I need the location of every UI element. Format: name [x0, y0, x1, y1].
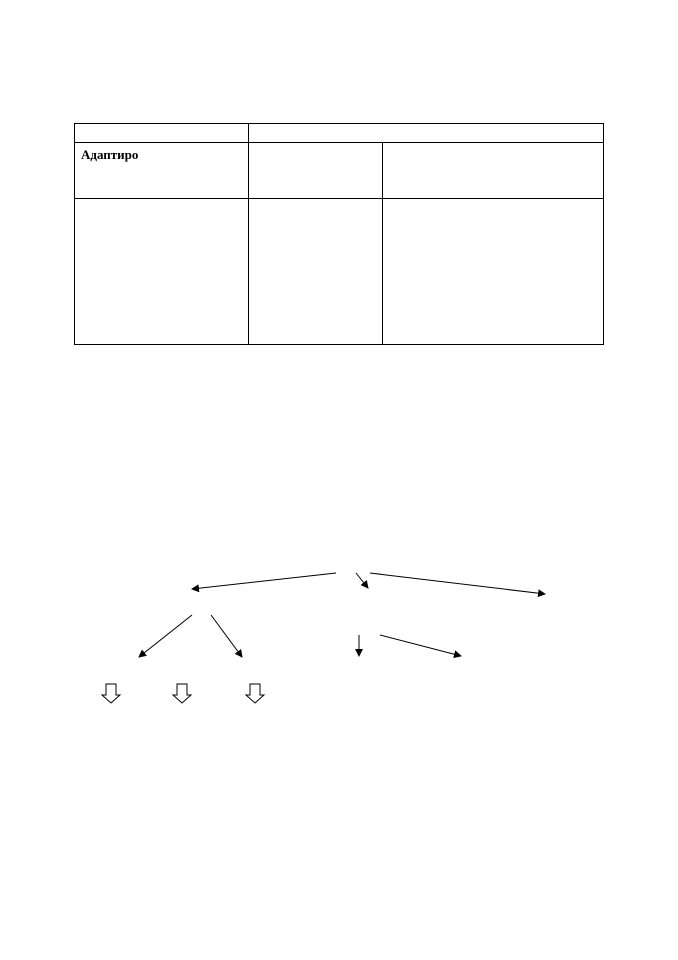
arrow-sub-left: [139, 615, 192, 657]
arrow-left-branch: [192, 573, 336, 589]
arrow-right-branch: [370, 573, 545, 594]
arrow-center-branch: [356, 573, 368, 588]
hollow-down-arrow-icon: [246, 684, 264, 703]
arrow-sub-right: [211, 615, 242, 657]
table-cell-text: Адаптиро: [81, 147, 139, 162]
arrow-sub-far-right: [380, 635, 461, 656]
hollow-down-arrow-icon: [102, 684, 120, 703]
hollow-down-arrow-icon: [173, 684, 191, 703]
